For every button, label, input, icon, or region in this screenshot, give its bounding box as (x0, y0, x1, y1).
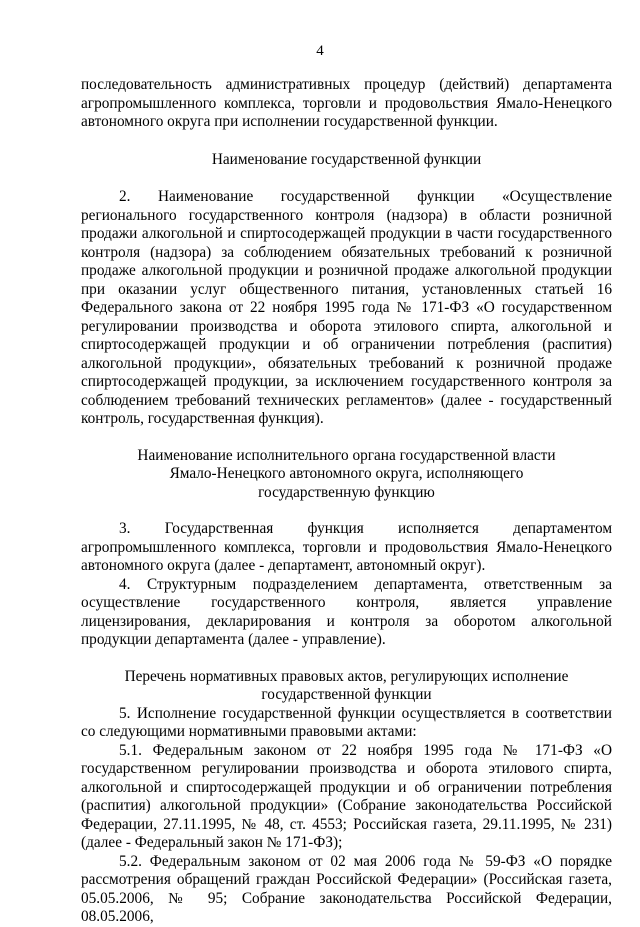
section-heading-function-name: Наименование государственной функции (211, 150, 482, 168)
intro-paragraph: последовательность административных процедур (действий) департамента агропромышленного комплекса, торговли и продовольствия Ямало-Ненецкого автономного округа при исполнении государственной функции. (81, 76, 612, 130)
paragraph-5-1: 5.1. Федеральным законом от 22 ноября 1995 года № 171-ФЗ «О государственном регулировании производства и оборота этилового спирта, алкогольной и спиртосодержащей продукции и об ограничении потребления (распития) алкогольной продукции» (Собрание законодательства Российской Федерации, 27.11.1995, № 48, ст. 4553; Российская газета, 29.11.1995, № 231) (далее - Федеральный закон № 171-ФЗ); (81, 741, 612, 851)
document-body (81, 76, 612, 927)
section-heading-executive-body-line-2: Ямало-Ненецкого автономного округа, исполняющего (169, 465, 524, 482)
spacer (81, 650, 612, 668)
section-heading-legal-acts-line-1: Перечень нормативных правовых актов, регулирующих исполнение (124, 667, 569, 685)
spacer (81, 502, 612, 520)
paragraph-2: 2. Наименование государственной функции «Осуществление регионального государственного контроля (надзора) в области розничной продажи алкогольной и спиртосодержащей продукции в части государственного контроля (надзора) за соблюдением обязательных требований к розничной продаже алкогольной продукции и розничной продаже алкогольной продукции при оказании услуг общественного питания, установленных статьей 16 Федерального закона от 22 ноября 1995 года № 171-ФЗ «О государственном регулировании производства и оборота этилового спирта, алкогольной и спиртосодержащей продукции и об ограничении потребления (распития) алкогольной продукции», обязательных требований к розничной продаже спиртосодержащей продукции, за исключением государственного контроля за соблюдением требований технических регламентов» (далее - государственный контроль, государственная функция). (81, 188, 612, 427)
section-heading-legal-acts-line-2: государственной функции (261, 686, 432, 703)
spacer (81, 169, 612, 188)
spacer (81, 429, 612, 447)
section-heading-executive-body-line-3: государственную функцию (258, 483, 435, 501)
spacer (81, 132, 612, 151)
paragraph-5-2: 5.2. Федеральным законом от 02 мая 2006 года № 59-ФЗ «О порядке рассмотрения обращений граждан Российской Федерации» (Российская газета, 05.05.2006, № 95; Собрание законодательства Российской Федерации, 08.05.2006, (81, 852, 612, 925)
page-number: 4 (316, 43, 324, 59)
paragraph-5: 5. Исполнение государственной функции осуществляется в соответствии со следующими нормативными правовыми актами: (81, 704, 612, 740)
paragraph-4: 4. Структурным подразделением департамента, ответственным за осуществление государственного контроля, является управление лицензирования, декларирования и контроля за оборотом алкогольной продукции департамента (далее - управление). (81, 575, 612, 648)
section-heading-executive-body-line-1: Наименование исполнительного органа государственной власти (137, 446, 556, 464)
paragraph-3: 3. Государственная функция исполняется департаментом агропромышленного комплекса, торговли и продовольствия Ямало-Ненецкого автономного округа (далее - департамент, автономный округ). (81, 520, 612, 574)
